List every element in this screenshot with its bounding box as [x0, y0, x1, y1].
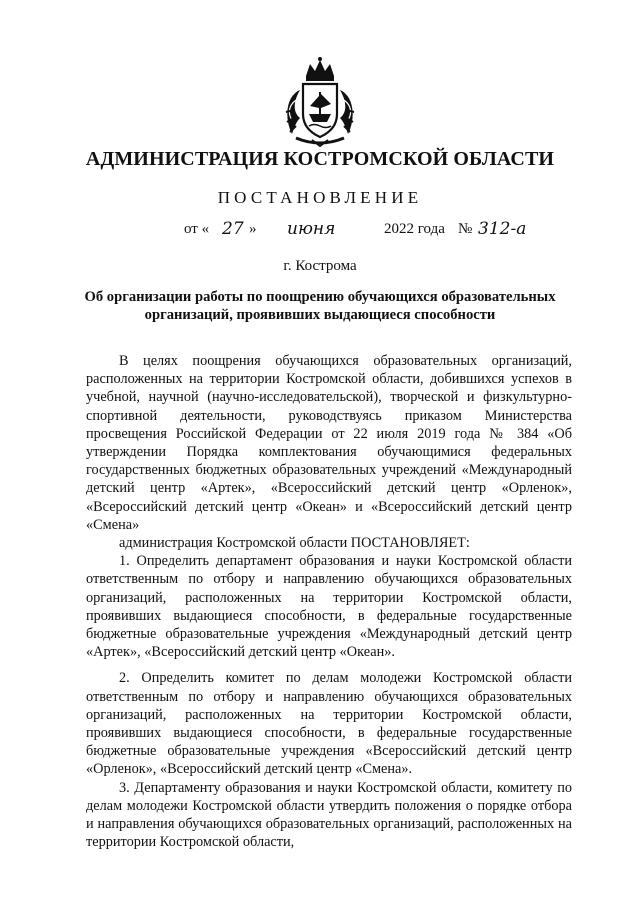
document-number: 312-а	[478, 219, 527, 239]
date-year: 2022 года	[384, 221, 445, 237]
coat-of-arms-icon	[282, 56, 358, 148]
document-body	[86, 352, 572, 851]
date-line	[0, 219, 640, 245]
city: г. Кострома	[283, 258, 357, 274]
paragraph-item-1: 1. Определить департамент образования и науки Костромской области ответственным по отбору и направлению обучающихся образовательных организаций, расположенных на территории Костромской области, проявивших выдающиеся способности, в федеральные государственные бюджетные образовательные учреждения «Международный детский центр «Артек», «Всероссийский детский центр «Океан».	[86, 553, 572, 661]
date-prefix: от «	[184, 221, 210, 237]
date-day: 27	[222, 219, 244, 239]
organization-name: АДМИНИСТРАЦИЯ КОСТРОМСКОЙ ОБЛАСТИ	[85, 148, 555, 170]
paragraph-item-2: 2. Определить комитет по делам молодежи Костромской области ответственным по отбору и направлению обучающихся образовательных организаций, расположенных на территории Костромской области, проявивших выдающиеся способности, в федеральные государственные бюджетные образовательные учреждения «Всероссийский детский центр «Орленок», «Всероссийский детский центр «Смена».	[86, 670, 572, 778]
paragraph-preamble: В целях поощрения обучающихся образовательных организаций, расположенных на территории Костромской области, добившихся успехов в учебной, научной (научно-исследовательской), творческой и физкультурно-спортивной деятельности, руководствуясь приказом Министерства просвещения Российской Федерации от 22 июля 2019 года № 384 «Об утверждении Порядка комплектования обучающимися федеральных государственных бюджетных образовательных учреждений «Международный детский центр «Артек», «Всероссийский детский центр «Орленок», «Всероссийский детский центр «Океан» и «Всероссийский детский центр «Смена»	[86, 353, 572, 533]
paragraph-resolves: администрация Костромской области ПОСТАНОВЛЯЕТ:	[119, 535, 470, 552]
date-day-close: »	[249, 221, 257, 237]
document-title: Об организации работы по поощрению обучающихся образовательных организаций, проявивших выдающиеся способности	[84, 289, 556, 323]
document-type: ПОСТАНОВЛЕНИЕ	[217, 188, 423, 207]
date-month: июня	[287, 219, 336, 239]
paragraph-item-3: 3. Департаменту образования и науки Костромской области, комитету по делам молодежи Костромской области утвердить положения о порядке отбора и направления обучающихся образовательных организаций, расположенных на территории Костромской области,	[86, 779, 572, 851]
number-prefix: №	[458, 221, 473, 237]
